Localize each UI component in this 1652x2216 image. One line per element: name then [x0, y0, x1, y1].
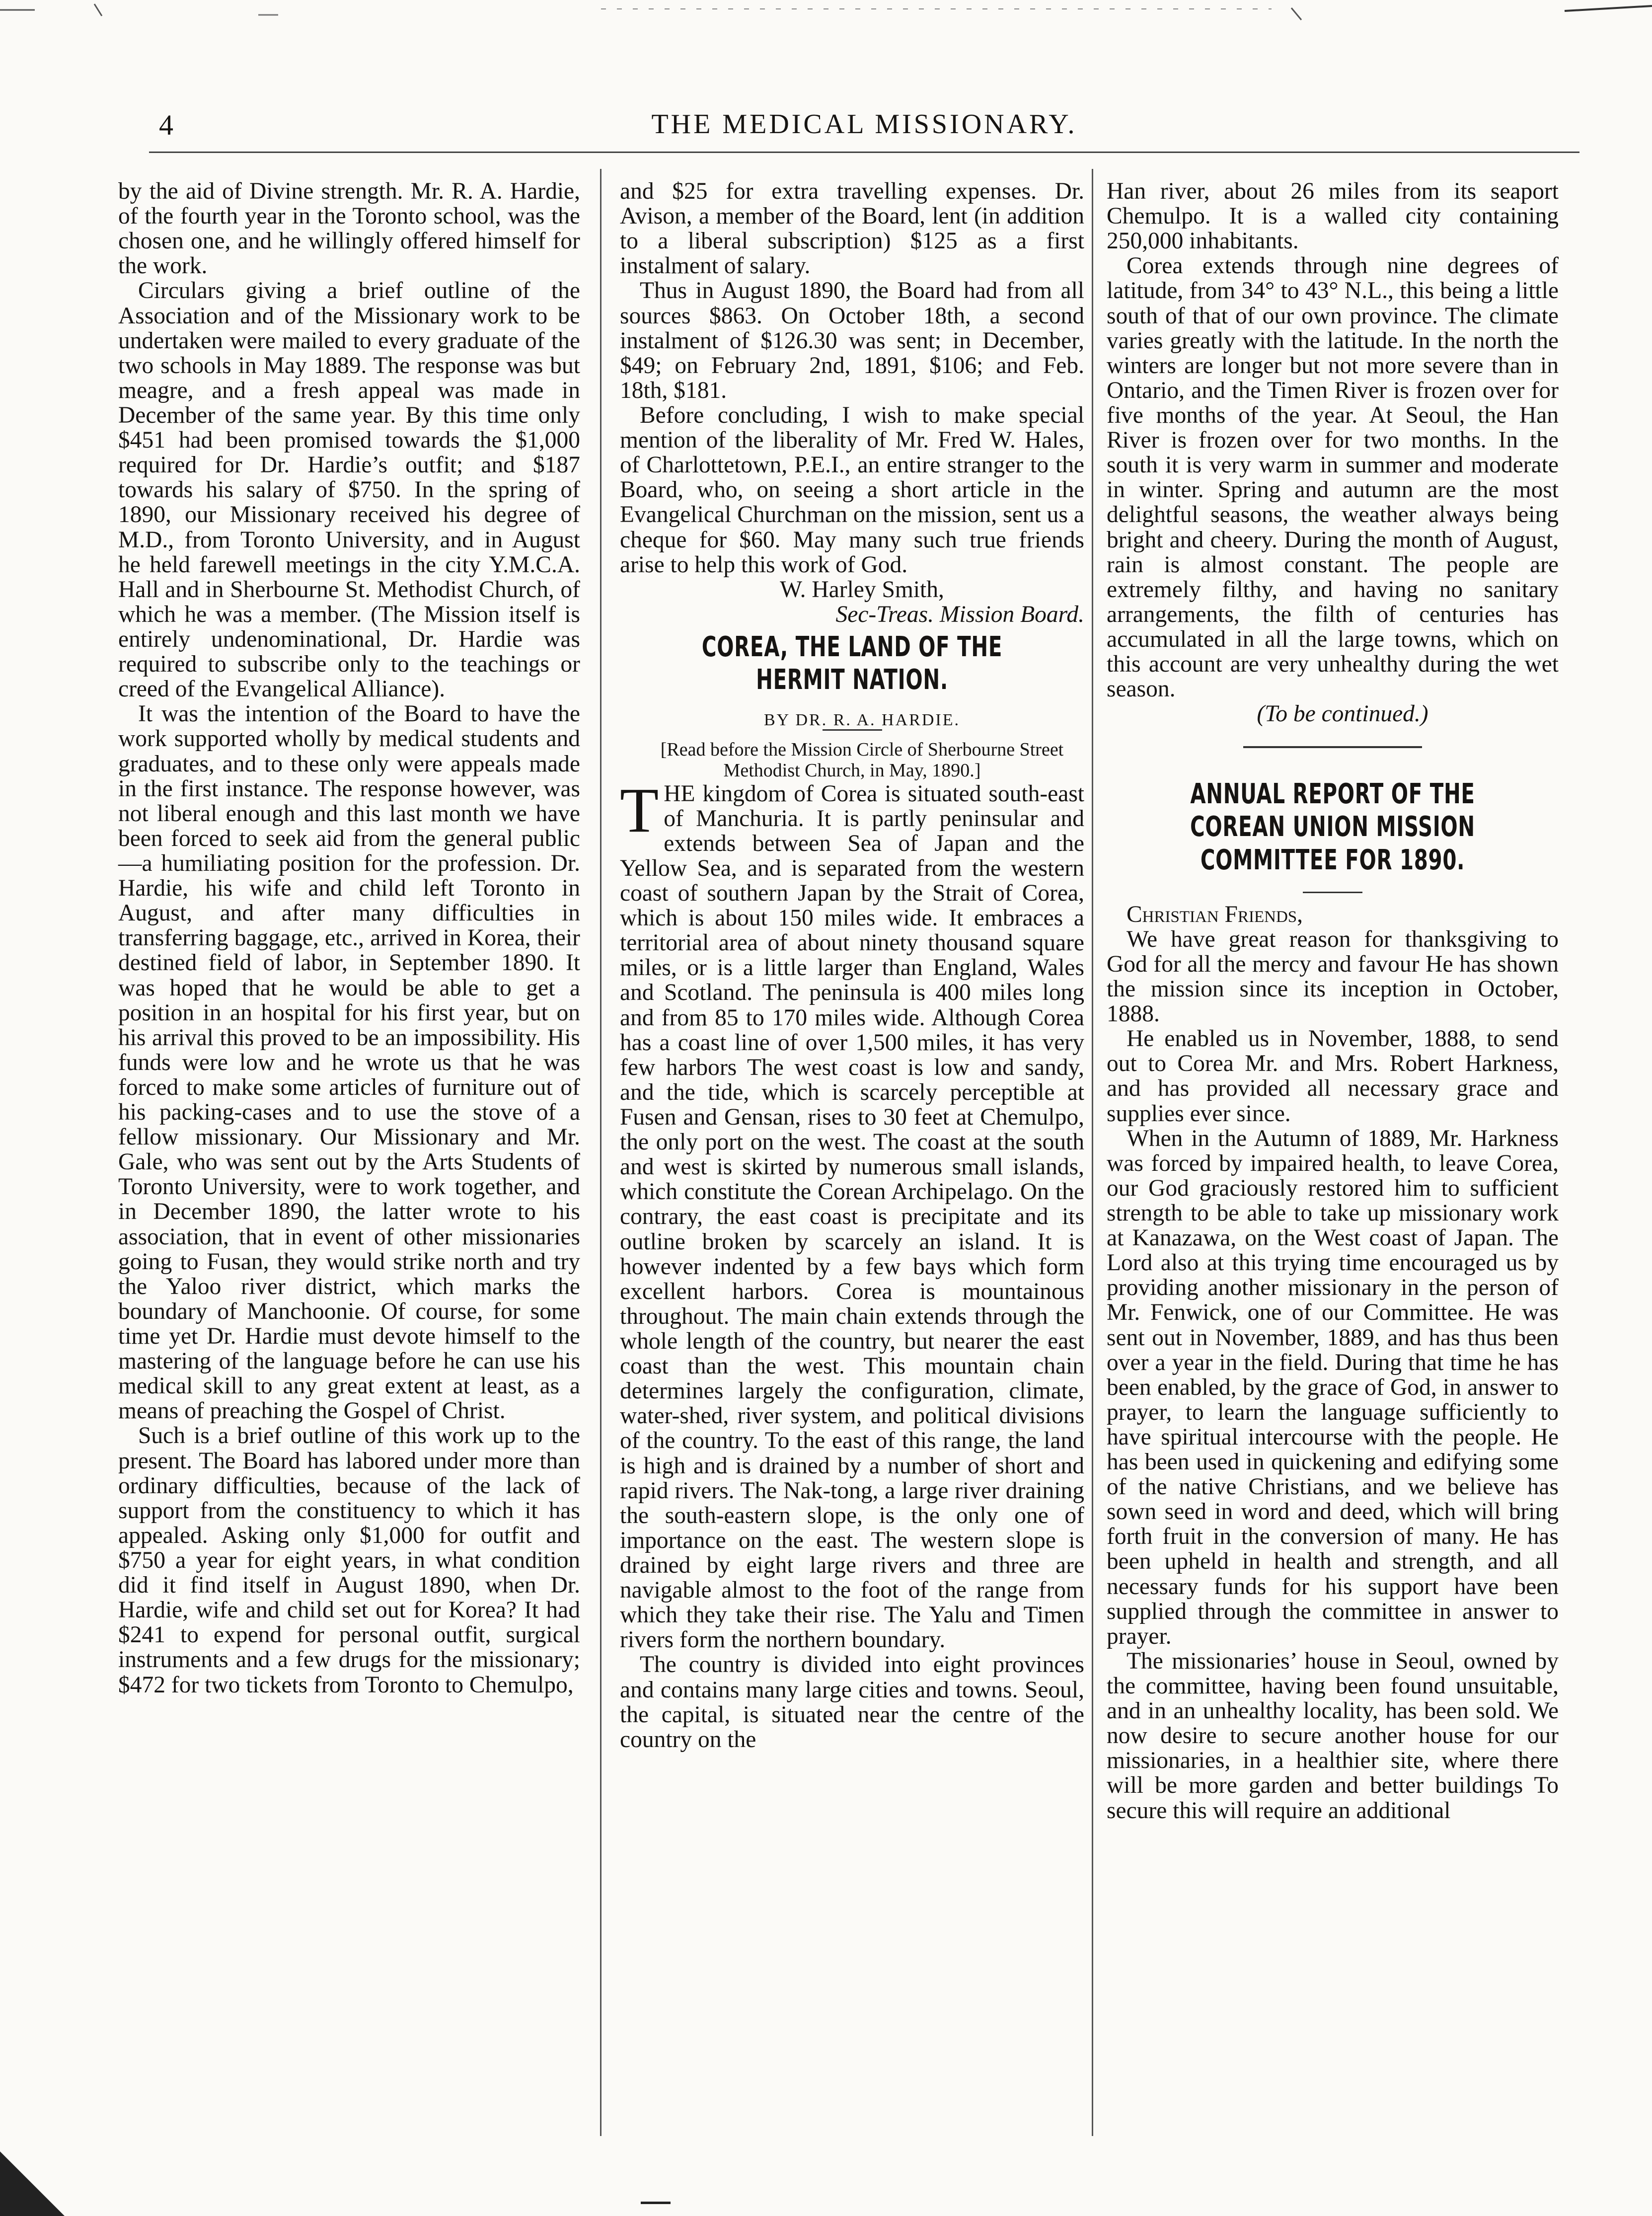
article-byline: BY DR. R. A. HARDIE. [764, 711, 960, 730]
paragraph: Corea extends through nine degrees of latitude, from 34° to 43° N.L., this being a little south of that of our own province. The climate varies greatly with the latitude. In the north the winters are longer but not more severe than in Ontario, and the Timen River is frozen over for five months of the year. At Seoul, the Han River is frozen over for two months. In the south it is very warm in summer and moderate in winter. Spring and autumn are the most delightful seasons, the weather always being bright and cheery. During the month of August, rain is almost constant. The people are extremely filthy, and having no sanitary arrangements, the filth of centuries has accumulated in all the large towns, which on this account are very unhealthy during the wet season. [1107, 253, 1559, 702]
paragraph: We have great reason for thanksgiving to God for all the mercy and favour He has shown the mission since its inception in October, 1888. [1107, 926, 1559, 1027]
paragraph: and $25 for extra travelling expenses. Dr. Avison, a member of the Board, lent (in addition to a liberal subscription) $125 as a first instalment of salary. [620, 178, 1084, 279]
byline-rule [823, 729, 882, 731]
page-header [149, 108, 1579, 153]
scan-edge-marks [0, 0, 1652, 30]
column-divider-2 [1092, 169, 1093, 2136]
article-paragraph: The country is divided into eight provinces and contains many large cities and towns. Seoul, the capital, is situated near the centre of the country on the [620, 1652, 1084, 1753]
salutation: Christian Friends, [1126, 901, 1303, 927]
page-number: 4 [159, 109, 173, 141]
paragraph: The missionaries’ house in Seoul, owned by the committee, having been found unsuitable, and in an unhealthy locality, has been sold. We now desire to secure another house for our missionaries, in a healthier site, where there will be more garden and better buildings To secure this will require an additional [1107, 1648, 1559, 1824]
report-title: ANNUAL REPORT OF THE COREAN UNION MISSION COMMITTEE FOR 1890. [1190, 778, 1475, 876]
article-paragraph [620, 774, 1084, 1653]
title-rule [1303, 892, 1362, 893]
article-paragraph-text: HE kingdom of Corea is situated south-east of Manchuria. It is partly peninsular and extends between Sea of Japan and the Yellow Sea, and is separated from the western coast of southern Japan by the Strait of Corea, which is about 150 miles wide. It embraces a territorial area of about ninety thousand square miles, or is a little larger than England, Wales and Scotland. The peninsula is 400 miles long and from 85 to 170 miles wide. Although Corea has a coast line of over 1,500 miles, it has very few harbors The west coast is low and sandy, and the tide, which is scarcely perceptible at Fusen and Gensan, rises to 30 feet at Chemulpo, the only port on the west. The coast at the south and west is skirted by numerous small islands, which constitute the Corean Archipelago. On the contrary, the east coast is precipitate and its outline broken by scarcely an island. It is however indented by a few bays which form excellent harbors. Corea is mountainous throughout. The main chain extends through the whole length of the country, but nearer the east coast than the west. This mountain chain determines largely the configuration, climate, water-shed, river system, and political divisions of the country. To the east of this range, the land is high and is drained by a number of short and rapid rivers. The Nak-tong, a large river draining the south-eastern slope, is the only one of importance on the east. The western slope is drained by eight large rivers and three are navigable almost to the foot of the range from which they take their rise. The Yalu and Timen rivers form the northern boundary. [620, 780, 1084, 1653]
paragraph: by the aid of Divine strength. Mr. R. A. Hardie, of the fourth year in the Toronto school, was the chosen one, and he willingly offered himself for the work. [118, 178, 580, 279]
header-rule [149, 152, 1579, 153]
running-title: THE MEDICAL MISSIONARY. [651, 109, 1077, 140]
paragraph: Such is a brief outline of this work up to the present. The Board has labored under more than ordinary difficulties, because of the lack of support from the constituency to which it has appealed. Asking only $1,000 for outfit and $750 a year for eight years, in what condition did it find itself in August 1890, when Dr. Hardie, wife and child set out for Korea? It had $241 to expend for personal outfit, surgical instruments and a few drugs for the missionary; $472 for two tickets from Toronto to Chemulpo, [118, 1423, 580, 1698]
paragraph: Thus in August 1890, the Board had from all sources $863. On October 18th, a second instalment of $126.30 was sent; in December, $49; on February 2nd, 1891, $106; and Feb. 18th, $181. [620, 278, 1084, 403]
column-1 [118, 179, 580, 1697]
column-divider-1 [600, 169, 601, 2136]
continued-note: (To be continued.) [1257, 701, 1428, 727]
column-2 [620, 179, 1084, 1752]
column-3 [1107, 179, 1559, 1823]
section-rule [1243, 746, 1422, 748]
scan-corner-mark [0, 2146, 70, 2216]
article-title: COREA, THE LAND OF THE HERMIT NATION. [701, 630, 1003, 696]
paragraph: He enabled us in November, 1888, to send out to Corea Mr. and Mrs. Robert Harkness, and has provided all necessary grace and supplies ever since. [1107, 1026, 1559, 1127]
paragraph: Han river, about 26 miles from its seaport Chemulpo. It is a walled city containing 250,000 inhabitants. [1107, 178, 1559, 254]
paragraph: It was the intention of the Board to have the work supported wholly by medical students and graduates, and to these only were appeals made in the first instance. The response however, was not liberal enough and this last month we have been forced to seek aid from the general public—a humiliating position for the profession. Dr. Hardie, his wife and child left Toronto in August, and after many difficulties in transferring baggage, etc., arrived in Korea, their destined field of labor, in September 1890. It was hoped that he would be able to get a position in an hospital for his first year, but on his arrival this proved to be an impossibility. His funds were low and he wrote us that he was forced to make some articles of furniture out of his packing-cases and to use the stove of a fellow missionary. Our Missionary and Mr. Gale, who was sent out by the Arts Students of Toronto University, were to work together, and in December 1890, the latter wrote to his association, that in event of other missionaries going to Fusan, they would strike north and try the Yaloo river district, which marks the boundary of Manchoonie. Of course, for some time yet Dr. Hardie must devote himself to the mastering of the language before he can use his medical skill to any great extent at least, as a means of preaching the Gospel of Christ. [118, 701, 580, 1424]
signature-role: Sec-Treas. Mission Board. [835, 601, 1084, 627]
paragraph: Circulars giving a brief outline of the Association and of the Missionary work to be undertaken were mailed to every graduate of the two schools in May 1889. The response was but meagre, and a fresh appeal was made in December of the same year. By this time only $451 had been promised towards the $1,000 required for Dr. Hardie’s outfit; and $187 towards his salary of $750. In the spring of 1890, our Missionary received his degree of M.D., from Toronto University, and in August he held farewell meetings in the city Y.M.C.A. Hall and in Sherbourne St. Methodist Church, of which he was a member. (The Mission itself is entirely undenominational, Dr. Hardie was required to subscribe only to the teachings or creed of the Evangelical Alliance). [118, 278, 580, 702]
signature-name: W. Harley Smith, [780, 576, 944, 603]
drop-cap: T [620, 774, 659, 845]
scan-bottom-mark [641, 2202, 671, 2204]
article-note: [Read before the Mission Circle of Sherbourne Street Methodist Church, in May, 1890.] [660, 739, 1064, 781]
paragraph: When in the Autumn of 1889, Mr. Harkness was forced by impaired health, to leave Corea, our God graciously restored him to sufficient strength to be able to take up missionary work at Kanazawa, on the West coast of Japan. The Lord also at this trying time encouraged us by providing another missionary in the person of Mr. Fenwick, one of our Committee. He was sent out in November, 1889, and has thus been over a year in the field. During that time he has been enabled, by the grace of God, in answer to prayer, to learn the language sufficiently to have spiritual intercourse with the people. He has been used in quickening and edifying some of the native Christians, and we believe has sown seed in word and deed, which will bring forth fruit in the conversion of many. He has been upheld in health and strength, and all necessary funds for his support have been supplied through the committee in answer to prayer. [1107, 1125, 1559, 1649]
paragraph: Before concluding, I wish to make special mention of the liberality of Mr. Fred W. Hales, of Charlottetown, P.E.I., an entire stranger to the Board, who, on seeing a short article in the Evangelical Churchman on the mission, sent us a cheque for $60. May many such true friends arise to help this work of God. [620, 402, 1084, 578]
